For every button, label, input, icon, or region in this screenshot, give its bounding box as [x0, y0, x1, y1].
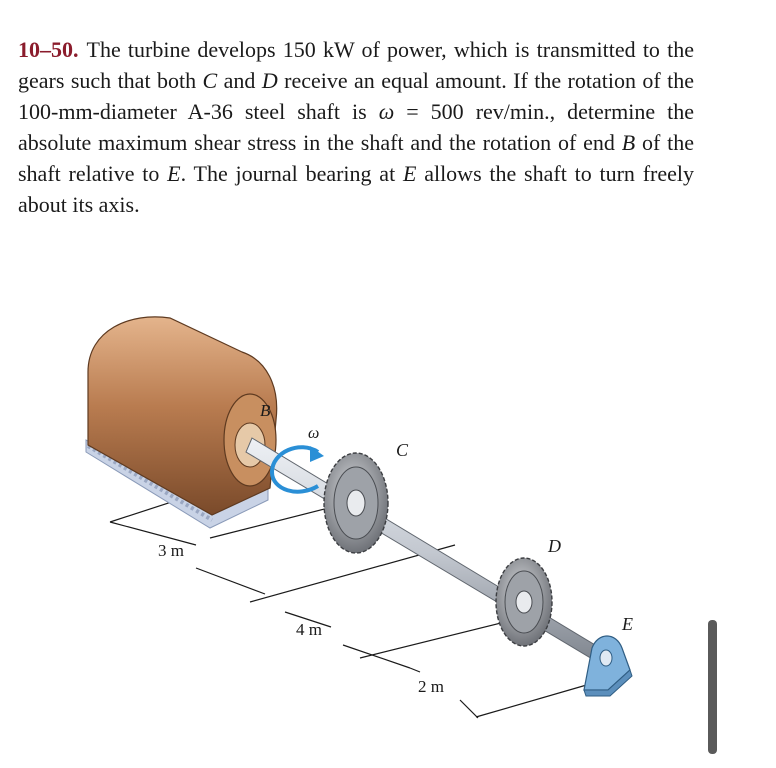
label-d: D [548, 536, 561, 556]
scrollbar[interactable] [708, 620, 717, 754]
dim-label-3m: 3 m [158, 541, 184, 560]
label-omega: ω [308, 425, 320, 442]
text-segment: of the shaft relative to [18, 130, 694, 186]
variable-symbol: C [202, 68, 218, 93]
variable-symbol: ω [378, 99, 395, 124]
label-c: C [396, 440, 409, 460]
label-b: B [260, 401, 271, 420]
text-segment: allows the shaft to turn freely about its axis. [18, 161, 694, 217]
variable-symbol: B [621, 130, 636, 155]
gear-d [496, 558, 552, 646]
gear-c [324, 453, 388, 553]
text-segment: . The journal bearing at [180, 161, 403, 186]
variable-symbol: E [167, 161, 181, 186]
dim-label-2m: 2 m [418, 677, 444, 696]
dim-label-4m: 4 m [296, 620, 322, 639]
text-segment: and [217, 68, 262, 93]
problem-number: 10–50. [18, 37, 79, 62]
text-segment: The turbine develops 150 kW of power, which is transmitted to the gears such that both [18, 37, 694, 93]
rotation-arrow-head [310, 446, 324, 462]
variable-symbol: E [402, 161, 417, 186]
variable-symbol: D [261, 68, 278, 93]
text-segment: receive an equal amount. If the rotation of the 100-mm-diameter A-36 steel shaft is [18, 68, 694, 124]
text-segment: = 500 rev/min., determine the absolute maximum shear stress in the shaft and the rotation of end [18, 99, 694, 155]
label-e: E [622, 614, 633, 634]
